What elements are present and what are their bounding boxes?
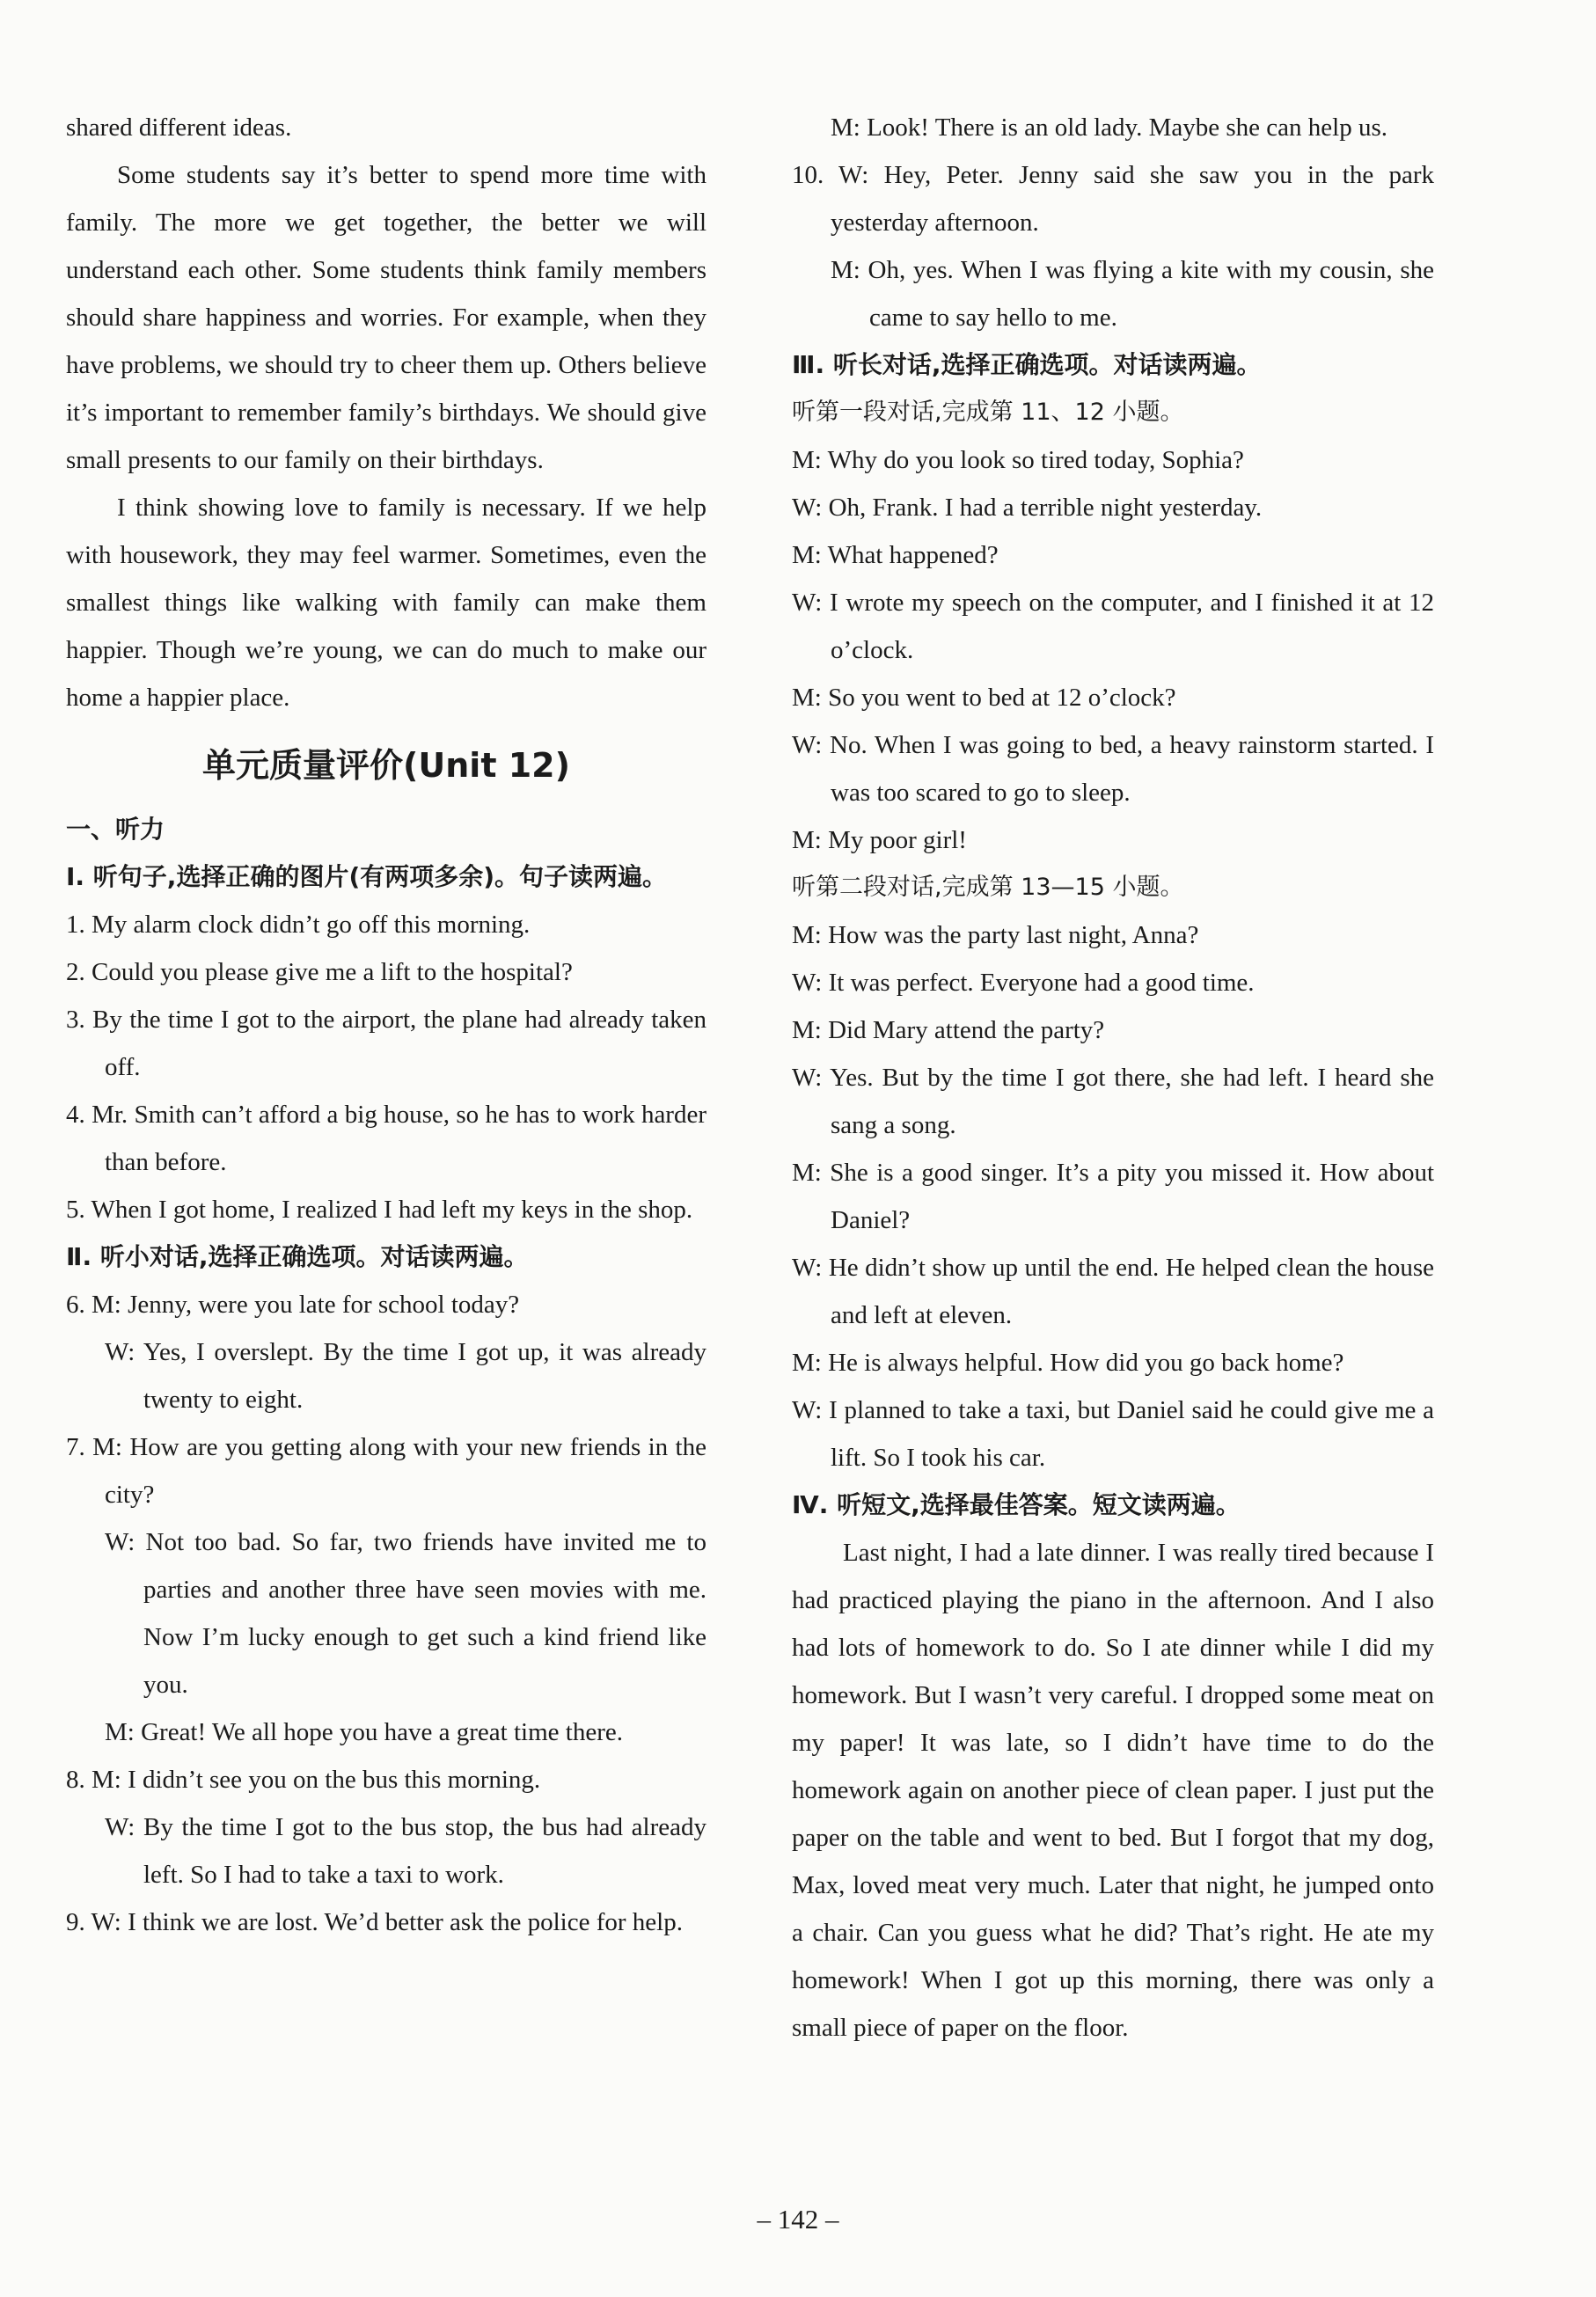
dialog-line: W: Yes. But by the time I got there, she had left. I heard she sang a song. [792, 1064, 1434, 1139]
dialog-line: M: Why do you look so tired today, Sophia? [792, 446, 1244, 474]
intro-paragraph-2: I think showing love to family is necessary. If we help with housework, they may feel warmer. Sometimes, even the smallest things like walking with family can make them happier. Though we’re young, we can do much to make our home a happier place. [66, 494, 706, 712]
dialog-line: W: I planned to take a taxi, but Daniel said he could give me a lift. So I took his car. [792, 1396, 1434, 1472]
section-listening: 一、听力 [66, 815, 165, 844]
part4-heading: Ⅳ. 听短文,选择最佳答案。短文读两遍。 [792, 1490, 1241, 1519]
dialog-line: M: My poor girl! [792, 826, 967, 854]
part3-intro-1: 听第一段对话,完成第 11、12 小题。 [792, 399, 1184, 426]
intro-line: shared different ideas. [66, 113, 292, 142]
dialog-line: M: He is always helpful. How did you go back home? [792, 1349, 1344, 1377]
dialog-line: W: He didn’t show up until the end. He helped clean the house and left at eleven. [792, 1254, 1434, 1329]
part1-item-3: 3. By the time I got to the airport, the plane had already taken off. [66, 1006, 706, 1081]
dialog-line: W: By the time I got to the bus stop, the bus had already left. So I had to take a taxi to work. [105, 1813, 706, 1889]
part4-passage: Last night, I had a late dinner. I was really tired because I had practiced playing the piano in the afternoon. And I also had lots of homework to do. So I ate dinner while I did my homework. But I wasn’t very careful. I dropped some meat on my paper! It was late, so I didn’t have time to do the homework again on another piece of clean paper. I just put the paper on the table and went to bed. But I forgot that my dog, Max, loved meat very much. Later that night, he jumped onto a chair. Can you guess what he did? That’s right. He ate my homework! When I got up this morning, there was only a small piece of paper on the floor. [792, 1539, 1434, 2042]
intro-paragraph-1: Some students say it’s better to spend more time with family. The more we get together, the better we will understand each other. Some students think family members should share happiness and worries. For example, when they have problems, we should try to cheer them up. Others believe it’s important to remember family’s birthdays. We should give small presents to our family on their birthdays. [66, 161, 706, 474]
dialog-line: W: Oh, Frank. I had a terrible night yesterday. [792, 494, 1263, 522]
part1-heading: Ⅰ. 听句子,选择正确的图片(有两项多余)。句子读两遍。 [66, 862, 668, 891]
dialog-line: 6. M: Jenny, were you late for school today? [66, 1291, 520, 1319]
dialog-line: W: Yes, I overslept. By the time I got up, it was already twenty to eight. [105, 1338, 706, 1414]
dialog-line: W: It was perfect. Everyone had a good time. [792, 969, 1255, 997]
unit-title: 单元质量评价(Unit 12) [202, 746, 570, 785]
part1-item-5: 5. When I got home, I realized I had left my keys in the shop. [66, 1196, 693, 1224]
part3-heading: Ⅲ. 听长对话,选择正确选项。对话读两遍。 [792, 350, 1262, 379]
part1-item-1: 1. My alarm clock didn’t go off this morning. [66, 911, 531, 939]
dialog-line: W: I wrote my speech on the computer, and I finished it at 12 o’clock. [792, 589, 1434, 664]
dialog-line: M: Look! There is an old lady. Maybe she can help us. [831, 113, 1388, 142]
dialog-line: M: So you went to bed at 12 o’clock? [792, 684, 1176, 712]
part1-item-4: 4. Mr. Smith can’t afford a big house, so he has to work harder than before. [66, 1101, 706, 1176]
part1-item-2: 2. Could you please give me a lift to the hospital? [66, 958, 573, 986]
dialog-line: 9. W: I think we are lost. We’d better ask the police for help. [66, 1908, 683, 1936]
dialog-line: W: Not too bad. So far, two friends have invited me to parties and another three have seen movies with me. Now I’m lucky enough to get such a kind friend like you. [105, 1528, 706, 1699]
page-number: – 142 – [757, 2204, 839, 2235]
dialog-line: M: She is a good singer. It’s a pity you missed it. How about Daniel? [792, 1159, 1434, 1234]
part3-intro-2: 听第二段对话,完成第 13—15 小题。 [792, 874, 1184, 901]
dialog-line: 7. M: How are you getting along with your new friends in the city? [66, 1433, 706, 1509]
dialog-line: 8. M: I didn’t see you on the bus this morning. [66, 1766, 541, 1794]
dialog-line: M: How was the party last night, Anna? [792, 921, 1199, 949]
dialog-line: M: What happened? [792, 541, 999, 569]
left-column [66, 104, 706, 1946]
part2-heading: Ⅱ. 听小对话,选择正确选项。对话读两遍。 [66, 1242, 529, 1271]
dialog-line: M: Great! We all hope you have a great time there. [105, 1718, 623, 1746]
right-column [792, 104, 1434, 2052]
dialog-line: W: No. When I was going to bed, a heavy rainstorm started. I was too scared to go to sleep. [792, 731, 1434, 807]
dialog-line: M: Oh, yes. When I was flying a kite with my cousin, she came to say hello to me. [831, 256, 1434, 332]
dialog-line: M: Did Mary attend the party? [792, 1016, 1105, 1044]
dialog-line: 10. W: Hey, Peter. Jenny said she saw you in the park yesterday afternoon. [792, 161, 1434, 237]
